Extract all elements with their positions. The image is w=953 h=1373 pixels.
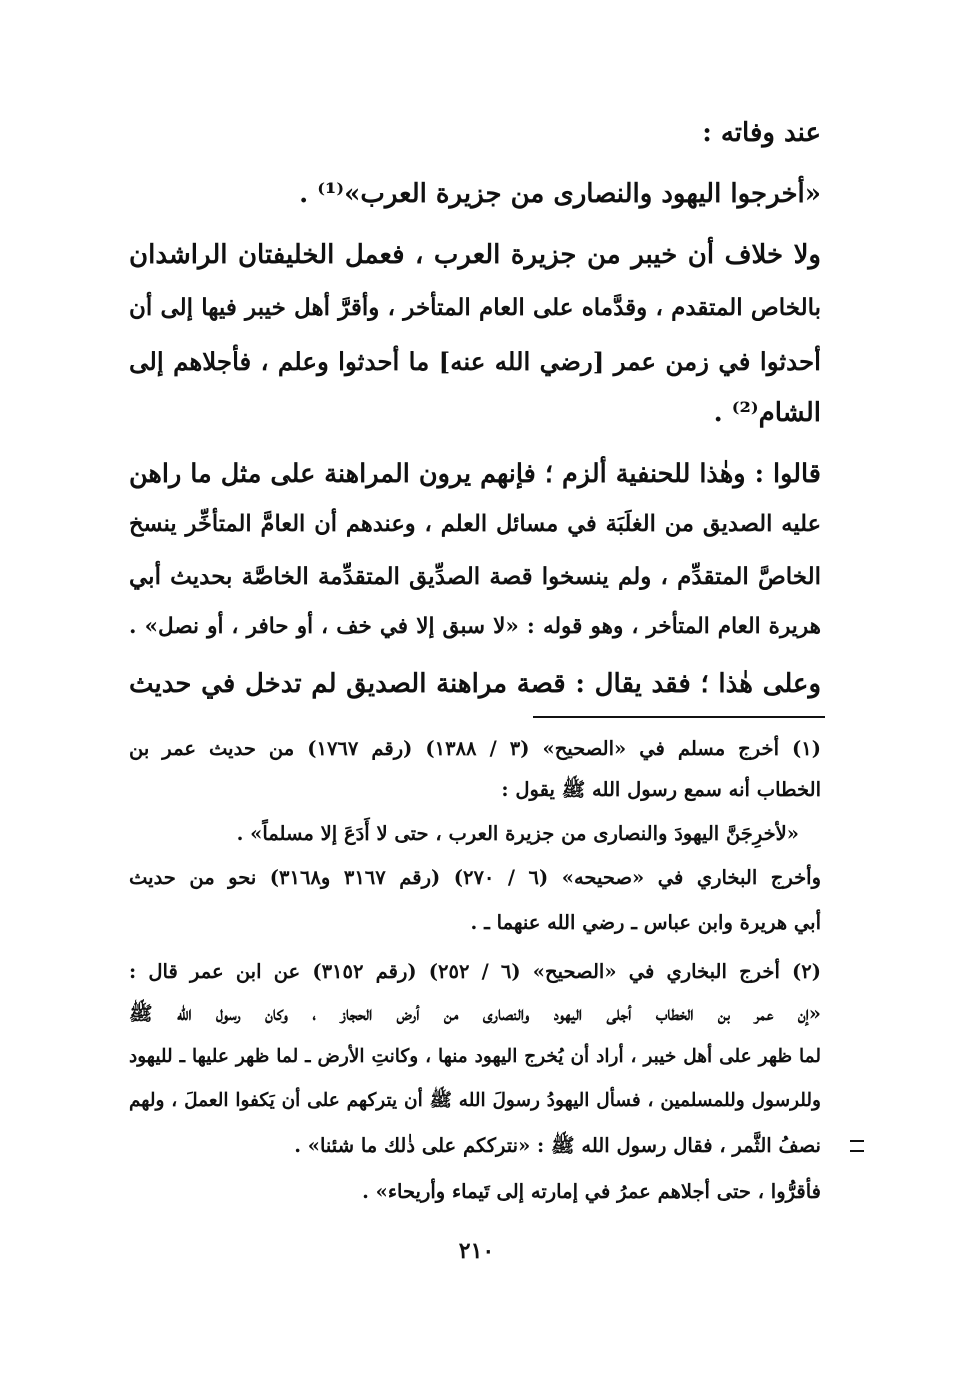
main-text-line: وعلى هٰذا ؛ فقد يقال : قصة مراهنة الصديق لم تدخل في حديث <box>129 669 821 699</box>
main-text-line: الشام⁽²⁾ . <box>713 398 821 428</box>
footnote-line: «لأخرِجَنَّ اليهودَ والنصارى من جزيرة العرب ، حتى لا أَدَعَ إلا مسلماً» . <box>236 822 799 845</box>
footnote-line: أبي هريرة وابن عباس ـ رضي الله عنهما ـ . <box>470 911 821 934</box>
main-text-line: عند وفاته : <box>702 118 821 148</box>
footnote-line: فأقرُّوا ، حتى أجلاهم عمرُ في إمارته إلى تَيماء وأريحاء» . <box>362 1180 821 1203</box>
main-text-line: هريرة العام المتأخر ، وهو قوله : «لا سبق إلا في خف ، أو حافر ، أو نصل» . <box>129 614 821 639</box>
main-text-line: عليه الصديق من الغلَبَة في مسائل العلم ، وعندهم أن العامَّ المتأخِّر ينسخ <box>129 511 821 537</box>
footnote-line: «إن عمر بن الخطاب أجلى اليهود والنصارى من أرض الحجاز ، وكان رسول الله ﷺ <box>129 1002 821 1025</box>
footnote-line: (٢) أخرج البخاري في «الصحيح» (٦ / ٢٥٢) (رقم ٣١٥٢) عن ابن عمر قال : <box>129 960 822 983</box>
main-text-line: قالوا : وهٰذا للحنفية ألزم ؛ فإنهم يرون المراهنة على مثل ما راهن <box>129 459 821 489</box>
main-text-line: ولا خلاف أن خيبر من جزيرة العرب ، فعمل الخليفتان الراشدان <box>129 240 821 270</box>
footnote-line: الخطاب أنه سمع رسول الله ﷺ يقول : <box>501 778 821 801</box>
main-text-line: الخاصَّ المتقدِّم ، ولم ينسخوا قصة الصدِّيق المتقدِّمة الخاصَّة بحديث أبي <box>129 563 821 590</box>
footnote-line: لما ظهر على أهل خيبر ، أراد أن يُخرج اليهود منها ، وكانتِ الأرض ـ لما ظهر عليها ـ لليهود <box>129 1046 821 1067</box>
main-text-line: «أخرجوا اليهود والنصارى من جزيرة العرب»⁽¹⁾ . <box>299 179 821 209</box>
footnote-line: وللرسول وللمسلمين ، فسأل اليهودُ رسولَ الله ﷺ أن يتركهم على أن يَكفوا العملَ ، ولهم <box>129 1090 821 1111</box>
continuation-mark <box>850 1140 864 1152</box>
footnote-line: نصفُ الثَّمر ، فقال رسول الله ﷺ : «نترككم على ذٰلك ما شئنا» . <box>294 1134 821 1157</box>
footnote-line: وأخرج البخاري في «صحيحه» (٦ / ٢٧٠) (رقم ٣١٦٧ و٣١٦٨) نحو من حديث <box>129 866 822 889</box>
main-text-line: بالخاص المتقدم ، وقدَّماه على العام المتأخر ، وأقرَّ أهل خيبر فيها إلى أن <box>129 294 821 321</box>
page-number: ٢١٠ <box>458 1238 495 1264</box>
footnote-separator <box>533 716 825 718</box>
footnote-line: (١) أخرج مسلم في «الصحيح» (٣ / ١٣٨٨) (رقم ١٧٦٧) من حديث عمر بن <box>129 737 821 760</box>
main-text-line: أحدثوا في زمن عمر [رضي الله عنه] ما أحدثوا وعلم ، فأجلاهم إلى <box>129 347 821 376</box>
